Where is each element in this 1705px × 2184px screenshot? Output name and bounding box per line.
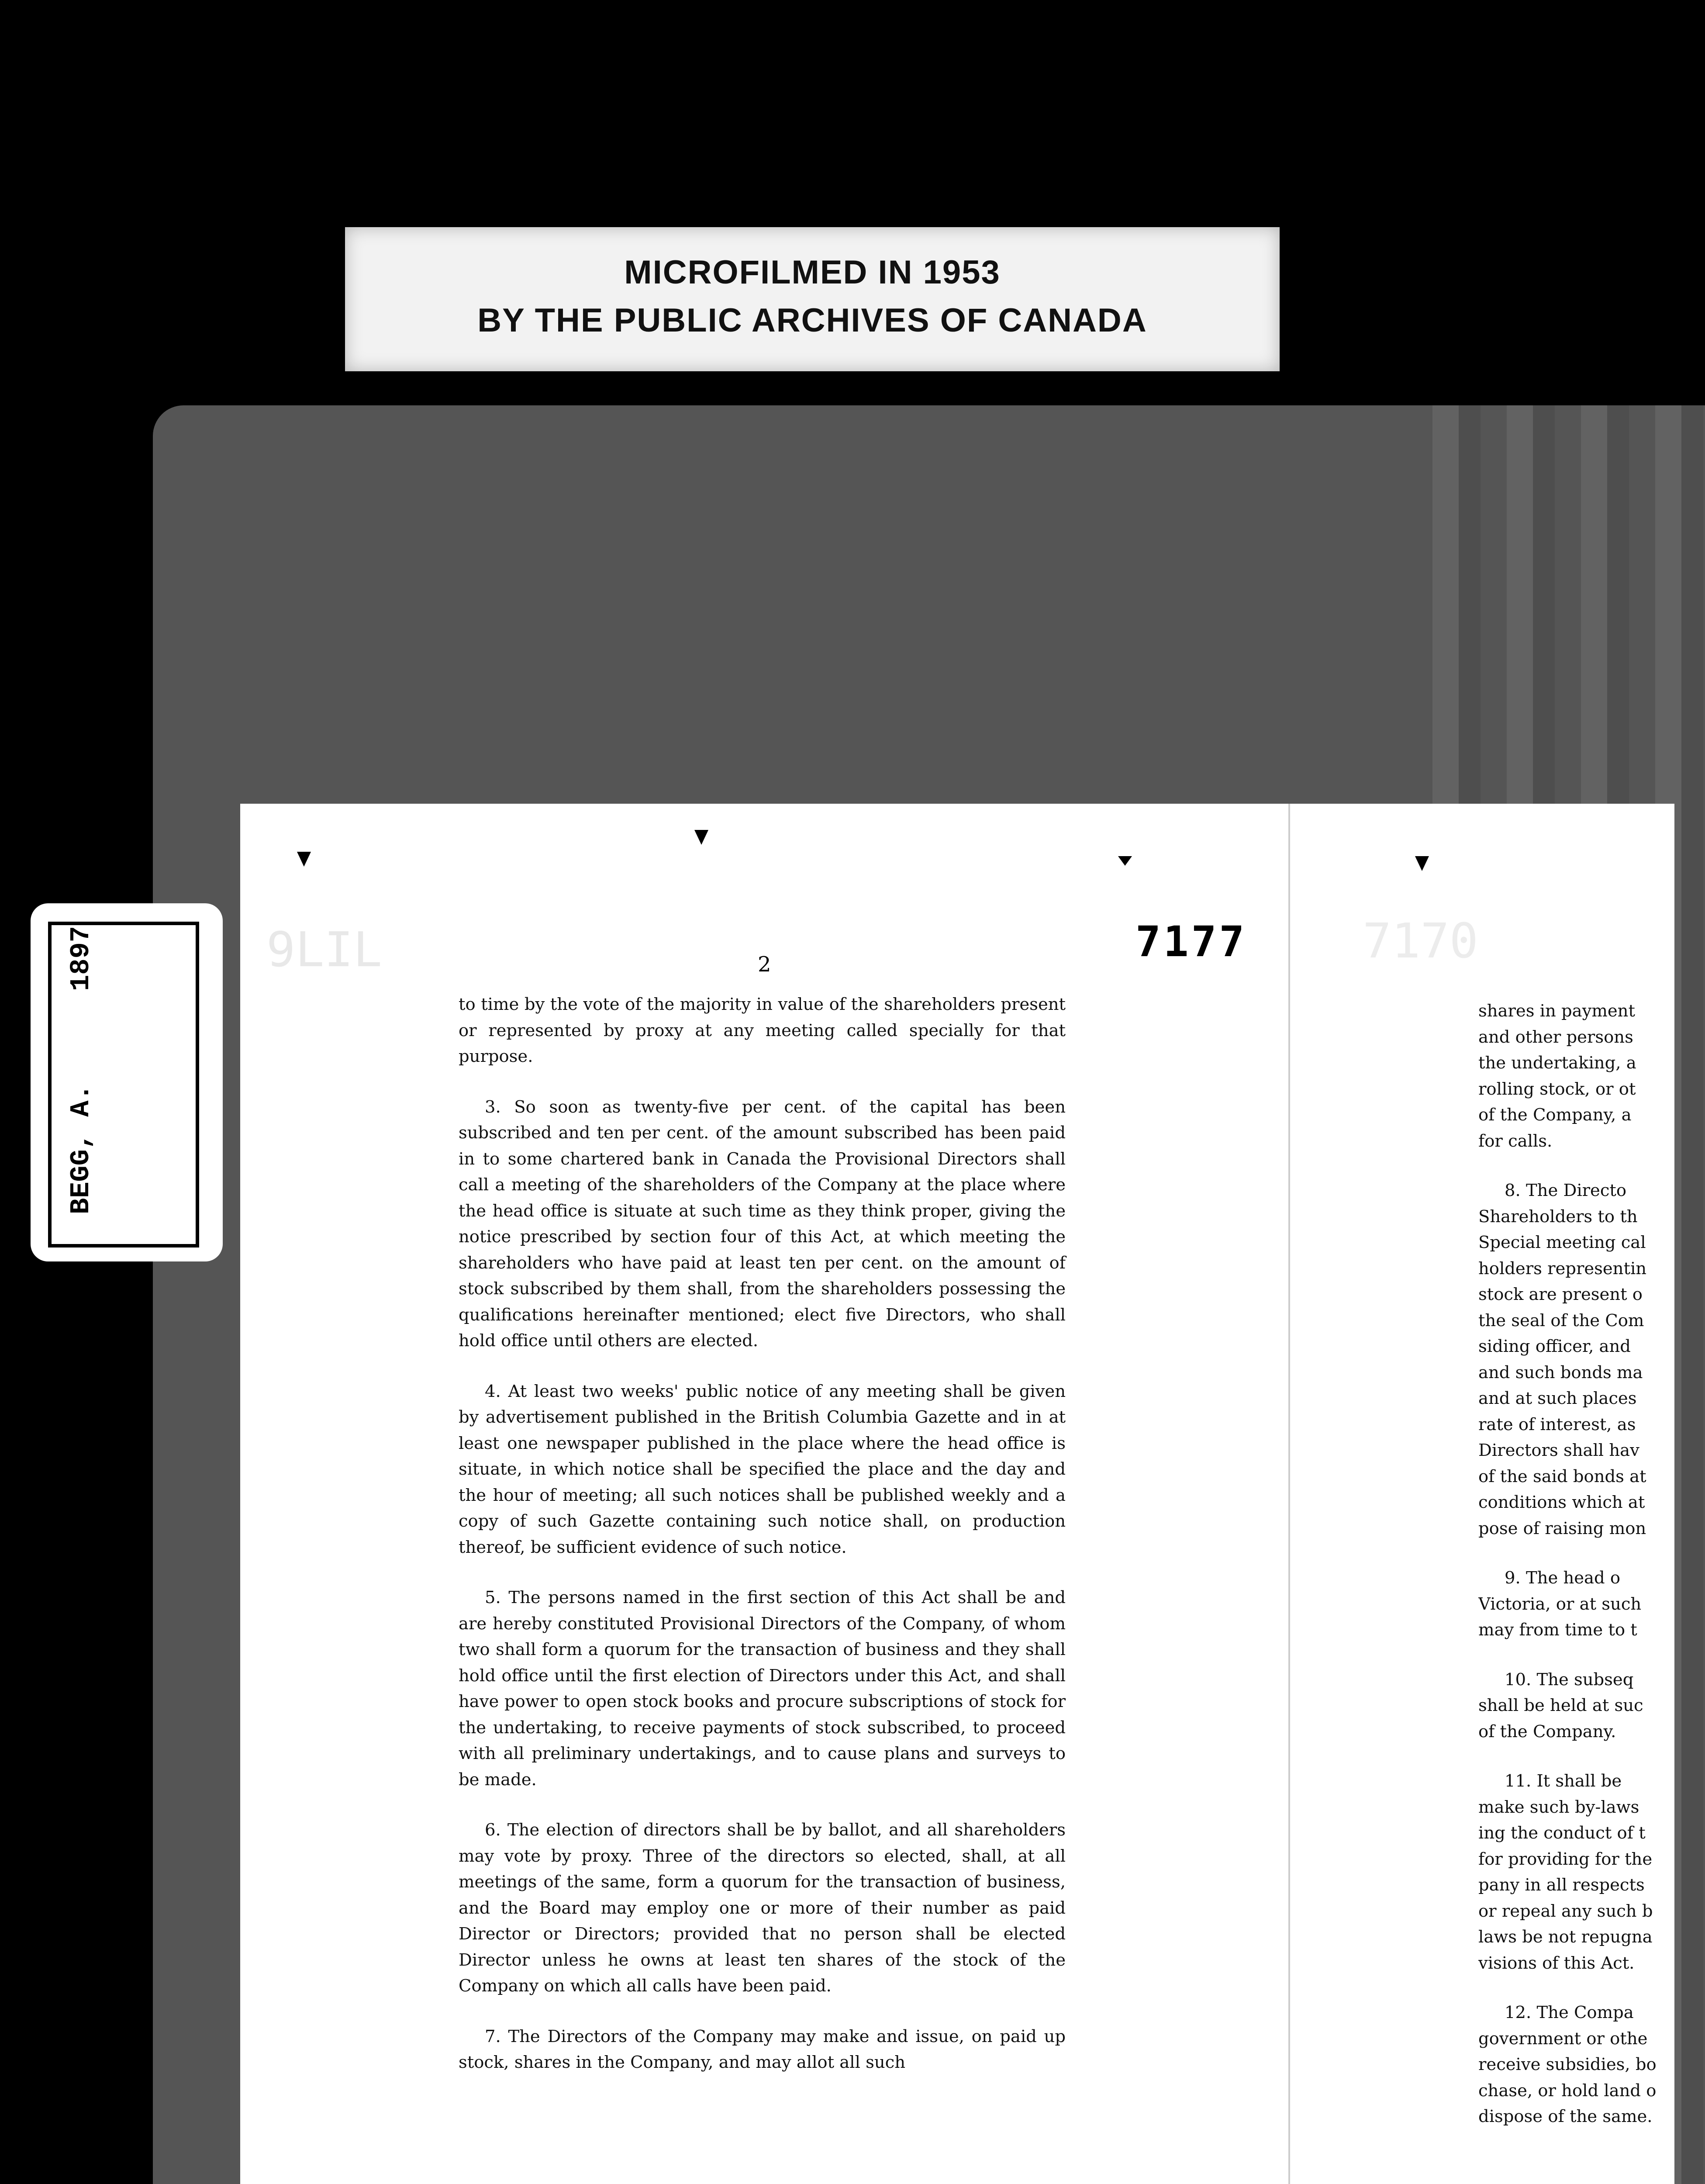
right-page-paragraph: [1478, 1565, 1705, 1643]
right-page-line: Special meeting cal: [1478, 1233, 1646, 1252]
punch-mark-icon: [694, 830, 708, 845]
right-page-text-column: [1478, 998, 1705, 2153]
right-page-line: 9. The head o: [1505, 1568, 1621, 1588]
right-page-line: laws be not repugna: [1478, 1927, 1653, 1947]
right-page-line: and at such places: [1478, 1389, 1637, 1408]
label-name: BEGG, A.: [66, 1084, 97, 1214]
right-page-paragraph: [1478, 1667, 1705, 1745]
right-page-paragraph: [1478, 2000, 1705, 2130]
paragraph: to time by the vote of the majority in value of the shareholders present or represented by proxy at any meeting called specially for that purpose.: [459, 995, 1066, 1066]
paragraph: 4. At least two weeks' public notice of any meeting shall be given by advertisement published in the British Columbia Gazette and in at least one newspaper published in the place where the head office is situate, in which notice shall be specified the place and the day and the hour of meeting; all such notices shall be published weekly and a copy of such Gazette containing such notice shall, on production thereof, be sufficient evidence of such notice.: [459, 1381, 1066, 1557]
right-page-line: pany in all respects: [1478, 1875, 1645, 1895]
right-page-paragraph: [1478, 998, 1705, 1154]
right-page-line: 10. The subseq: [1505, 1669, 1634, 1690]
right-page-line: holders representin: [1478, 1258, 1647, 1279]
right-page-line: receive subsidies, bo: [1478, 2055, 1657, 2074]
label-year: 1897: [66, 926, 97, 991]
right-page-line: ing the conduct of t: [1478, 1823, 1646, 1843]
right-page-line: 12. The Compa: [1505, 2003, 1634, 2022]
paragraph: 3. So soon as twenty-five per cent. of the capital has been subscribed and ten per cent. of the amount subscribed has been paid in to some chartered bank in Canada the Provisional Directors shall call a meeting of the shareholders of the Company at the place where the head office is situate at such time as they think proper, giving the notice prescribed by section four of this Act, at which meeting the shareholders who have paid at least ten per cent. on the amount of stock subscribed by them shall, from the shareholders possessing the qualifications hereinafter mentioned; elect five Directors, who shall hold office until others are elected.: [459, 1097, 1066, 1351]
microfilm-banner: [345, 227, 1280, 371]
right-page-paragraph: [1478, 1178, 1705, 1541]
banner-line-2: BY THE PUBLIC ARCHIVES OF CANADA: [477, 302, 1147, 339]
paragraph: 6. The election of directors shall be by ballot, and all shareholders may vote by proxy. Three of the directors so elected, shall, at all meetings of the same, form a quorum for the transaction of business, and the Board may employ one or more of their number as paid Director or Directors; provided that no person shall be elected Director unless he owns at least ten shares of the stock of the Company on which all calls have been paid.: [459, 1820, 1066, 1996]
right-page-line: and other persons: [1478, 1027, 1633, 1047]
right-page-line: may from time to t: [1478, 1620, 1637, 1640]
right-page-line: visions of this Act.: [1478, 1953, 1635, 1973]
right-page-line: of the Company.: [1478, 1721, 1616, 1742]
right-page-line: Directors shall hav: [1478, 1441, 1639, 1460]
paragraph: 5. The persons named in the first section of this Act shall be and are hereby constituted Provisional Directors of the Company, of whom two shall form a quorum for the transaction of business and they shall hold office until the first election of Directors under this Act, and shall have power to open stock books and procure subscriptions of stock for the undertaking, to receive payments of stock subscribed, to proceed with all preliminary undertakings, and to cause plans and surveys to be made.: [459, 1588, 1066, 1790]
right-page-paragraph: [1478, 1768, 1705, 1976]
body-text-column: [459, 992, 1066, 2100]
right-page-line: siding officer, and: [1478, 1337, 1631, 1356]
right-page-line: the seal of the Com: [1478, 1310, 1644, 1330]
bleed-through-number: 7170: [1363, 913, 1478, 969]
paragraph: 7. The Directors of the Company may make and issue, on paid up stock, shares in the Company, and may allot all such: [459, 2026, 1066, 2072]
right-page-line: and such bonds ma: [1478, 1362, 1643, 1382]
banner-line-1: MICROFILMED IN 1953: [624, 254, 1001, 291]
right-page-line: conditions which at: [1478, 1493, 1645, 1512]
right-page-line: or repeal any such b: [1478, 1901, 1653, 1921]
punch-mark-icon: [297, 852, 311, 867]
file-label-text: [66, 926, 97, 1214]
right-page-line: shall be held at suc: [1478, 1696, 1643, 1715]
right-page-line: of the said bonds at: [1478, 1466, 1646, 1486]
right-page-line: pose of raising mon: [1478, 1518, 1646, 1538]
document-stamp-number: 7177: [1136, 917, 1247, 966]
right-page-line: Shareholders to th: [1478, 1206, 1638, 1227]
punch-mark-icon: [1415, 856, 1429, 871]
right-page-line: the undertaking, a: [1478, 1053, 1636, 1073]
right-page-line: of the Company, a: [1478, 1105, 1632, 1125]
right-page-line: make such by-laws: [1478, 1797, 1639, 1817]
right-page-line: Victoria, or at such: [1478, 1594, 1642, 1614]
right-page-line: 8. The Directo: [1505, 1181, 1627, 1200]
right-page-line: for calls.: [1478, 1131, 1553, 1151]
right-page-line: government or othe: [1478, 2028, 1648, 2049]
punch-mark-icon: [1118, 856, 1132, 866]
right-page-line: chase, or hold land o: [1478, 2080, 1657, 2101]
right-page-line: rate of interest, as: [1478, 1414, 1636, 1434]
bleed-through-number: 9LIL: [266, 922, 382, 978]
right-page-line: 11. It shall be: [1505, 1771, 1622, 1791]
right-page-line: rolling stock, or ot: [1478, 1079, 1636, 1099]
right-page-line: dispose of the same.: [1478, 2107, 1653, 2126]
right-page-line: stock are present o: [1478, 1285, 1643, 1304]
page-number: 2: [758, 952, 771, 977]
right-page-line: for providing for the: [1478, 1849, 1653, 1869]
right-page-line: shares in payment: [1478, 1001, 1635, 1021]
